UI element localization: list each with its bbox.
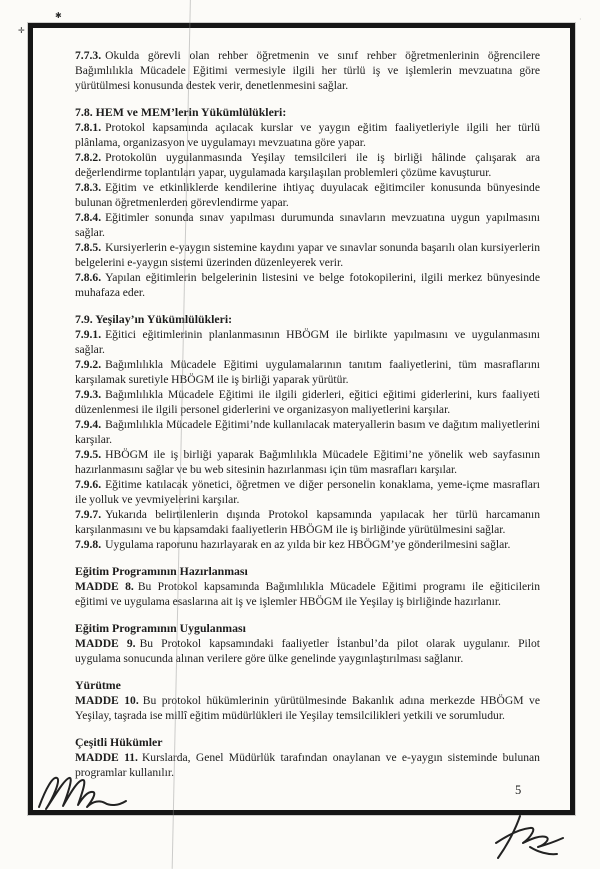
heading-egitim-programinin-uygulanmasi: Eğitim Programının Uygulanması <box>75 621 246 635</box>
paragraph-7-9-6 <box>75 477 540 507</box>
paragraph-7-8-3 <box>75 180 540 210</box>
paragraph-madde-8 <box>75 579 540 609</box>
clause-number: 7.9.3. <box>75 388 102 401</box>
clause-text: Protokol kapsamında açılacak kurslar ve yaygın eğitim faaliyetleriyle ilgili her türlü plânlama, organizasyon ve uygulamayı mevzuatına göre yapar. <box>75 121 540 149</box>
heading-7-9: 7.9. Yeşilay’ın Yükümlülükleri: <box>75 312 233 326</box>
clause-number: 7.8.2. <box>75 151 102 164</box>
signature-right-drawing <box>490 814 566 860</box>
heading-yurutme: Yürütme <box>75 678 121 692</box>
clause-text: Bağımlılıkla Mücadele Eğitimi uygulamalarının tanıtım faaliyetlerini, tüm masraflarını karşılamak suretiyle HBÖGM ile iş birliği yaparak yürütür. <box>75 358 540 386</box>
clause-number: 7.9.4. <box>75 418 102 431</box>
clause-number: 7.8.1. <box>75 121 102 134</box>
clause-text: Bağımlılıkla Mücadele Eğitimi’nde kullanılacak materyallerin basım ve dağıtım maliyetlerini karşılar. <box>75 418 540 446</box>
paragraph-7-9-5 <box>75 447 540 477</box>
paragraph-madde-9 <box>75 636 540 666</box>
paragraph-7-9-7 <box>75 507 540 537</box>
heading-7-8: 7.8. HEM ve MEM’lerin Yükümlülükleri: <box>75 105 287 119</box>
paragraph-7-9-1 <box>75 327 540 357</box>
document-body <box>33 28 570 810</box>
clause-number: 7.7.3. <box>75 49 102 62</box>
scan-speck: ✛ <box>18 26 25 35</box>
signature-scribble-right <box>490 814 566 865</box>
scanned-page-frame <box>28 23 575 815</box>
clause-number: 7.9.7. <box>75 508 102 521</box>
paragraph-madde-10 <box>75 693 540 723</box>
paragraph-7-8-2 <box>75 150 540 180</box>
paragraph-7-9-3 <box>75 387 540 417</box>
clause-text: Uygulama raporunu hazırlayarak en az yılda bir kez HBÖGM’ye gönderilmesini sağlar. <box>105 538 511 551</box>
paragraph-7-7-3 <box>75 48 540 93</box>
clause-number: 7.9.1. <box>75 328 102 341</box>
clause-text: Eğitici eğitimlerinin planlanmasının HBÖGM ile birlikte yapılmasını ve uygulanmasını sağlar. <box>75 328 540 356</box>
paragraph-7-8-6 <box>75 270 540 300</box>
paragraph-7-8-5 <box>75 240 540 270</box>
clause-number: 7.9.2. <box>75 358 102 371</box>
clause-number: MADDE 8. <box>75 580 134 593</box>
clause-text: Bağımlılıkla Mücadele Eğitimi ile ilgili giderleri, eğitici eğitimi giderlerini, kurs faaliyeti düzenlenmesi ile ilgili personel giderlerini ve organizasyon maliyetlerini karşılar. <box>75 388 540 416</box>
clause-number: 7.9.8. <box>75 538 102 551</box>
paragraph-7-8-4 <box>75 210 540 240</box>
heading-cesitli-hukumler: Çeşitli Hükümler <box>75 735 163 749</box>
clause-text: Eğitimler sonunda sınav yapılması durumunda sınavların mevzuatına uygun yapılmasını sağlar. <box>75 211 540 239</box>
clause-number: 7.9.5. <box>75 448 102 461</box>
clause-number: 7.9.6. <box>75 478 102 491</box>
signature-left-drawing <box>36 770 128 814</box>
heading-egitim-programinin-hazirlanmasi: Eğitim Programının Hazırlanması <box>75 564 248 578</box>
clause-text: Yukarıda belirtilenlerin dışında Protokol kapsamında yapılacak her türlü harcamanın karşılanmasını ve bu kapsamdaki faaliyetlerin HBÖGM ile iş birliğinde yürütülmesini sağlar. <box>75 508 540 536</box>
signature-scribble-left <box>36 770 128 819</box>
clause-text: Kurslarda, Genel Müdürlük tarafından onaylanan ve e-yaygın sisteminde bulunan programlar kullanılır. <box>75 751 540 779</box>
clause-text: HBÖGM ile iş birliği yaparak Bağımlılıkla Mücadele Eğitimi’ne yönelik web sayfasının hazırlanmasını sağlar ve bu web sitesinin hazırlanması için tüm masrafları karşılar. <box>75 448 540 476</box>
scan-speck: ✱ <box>55 11 62 20</box>
clause-number: 7.8.6. <box>75 271 102 284</box>
clause-text: Yapılan eğitimlerin belgelerinin listesini ve belge fotokopilerini, ilgili merkez bünyesinde muhafaza eder. <box>75 271 540 299</box>
clause-text: Protokolün uygulanmasında Yeşilay temsilcileri ile iş birliği hâlinde çalışarak ara değerlendirme toplantıları yapar, uygulamada karşılaşılan problemleri çözüme kavuşturur. <box>75 151 540 179</box>
clause-text: Bu protokol hükümlerinin yürütülmesinde Bakanlık adına merkezde HBÖGM ve Yeşilay, taşrada ise millî eğitim müdürlükleri ile Yeşilay temsilcilikleri yetkili ve sorumludur. <box>75 694 540 722</box>
paragraph-7-8-1 <box>75 120 540 150</box>
clause-text: Eğitime katılacak yönetici, öğretmen ve diğer personelin konaklama, yeme-içme masrafları ile yolluk ve yevmiyelerini karşılar. <box>75 478 540 506</box>
clause-number: MADDE 10. <box>75 694 139 707</box>
paragraph-7-9-4 <box>75 417 540 447</box>
clause-text: Eğitim ve etkinliklerde kendilerine ihtiyaç duyulacak eğitimciler konusunda bünyesinde bulunan öğretmenlerden görevlendirme yapar. <box>75 181 540 209</box>
clause-text: Bu Protokol kapsamında Bağımlılıkla Mücadele Eğitimi programı ile eğiticilerin eğitimi ve uygulama esaslarına ait iş ve işlemler HBÖGM ile Yeşilay iş birliğinde hazırlanır. <box>75 580 540 608</box>
clause-text: Bu Protokol kapsamındaki faaliyetler İstanbul’da pilot olarak uygulanır. Pilot uygulama sonucunda alınan verilere göre ülke genelinde yaygınlaştırılması sağlanır. <box>75 637 541 665</box>
clause-number: MADDE 11. <box>75 751 138 764</box>
clause-number: 7.8.3. <box>75 181 102 194</box>
clause-number: 7.8.4. <box>75 211 102 224</box>
clause-text: Kursiyerlerin e-yaygın sistemine kaydını yapar ve sınavlar sonunda başarılı olan kursiyerlerin belgelerini e-yaygın sistemi üzerinden düzenleyerek verir. <box>75 241 540 269</box>
page-number: 5 <box>515 783 522 797</box>
scan-speck: · <box>579 15 582 24</box>
clause-number: 7.8.5. <box>75 241 102 254</box>
clause-number: MADDE 9. <box>75 637 136 650</box>
paragraph-7-9-8 <box>75 537 540 552</box>
clause-text: Okulda görevli olan rehber öğretmenin ve sınıf rehber öğretmenlerinin öğrencilere Bağımlılıkla Mücadele Eğitimi vermesiyle ilgili her türlü iş ve işlemlerin mevzuatına göre yürütülmesi konusunda destek verir, denetlenmesini sağlar. <box>75 49 540 92</box>
paragraph-madde-11 <box>75 750 540 780</box>
paragraph-7-9-2 <box>75 357 540 387</box>
